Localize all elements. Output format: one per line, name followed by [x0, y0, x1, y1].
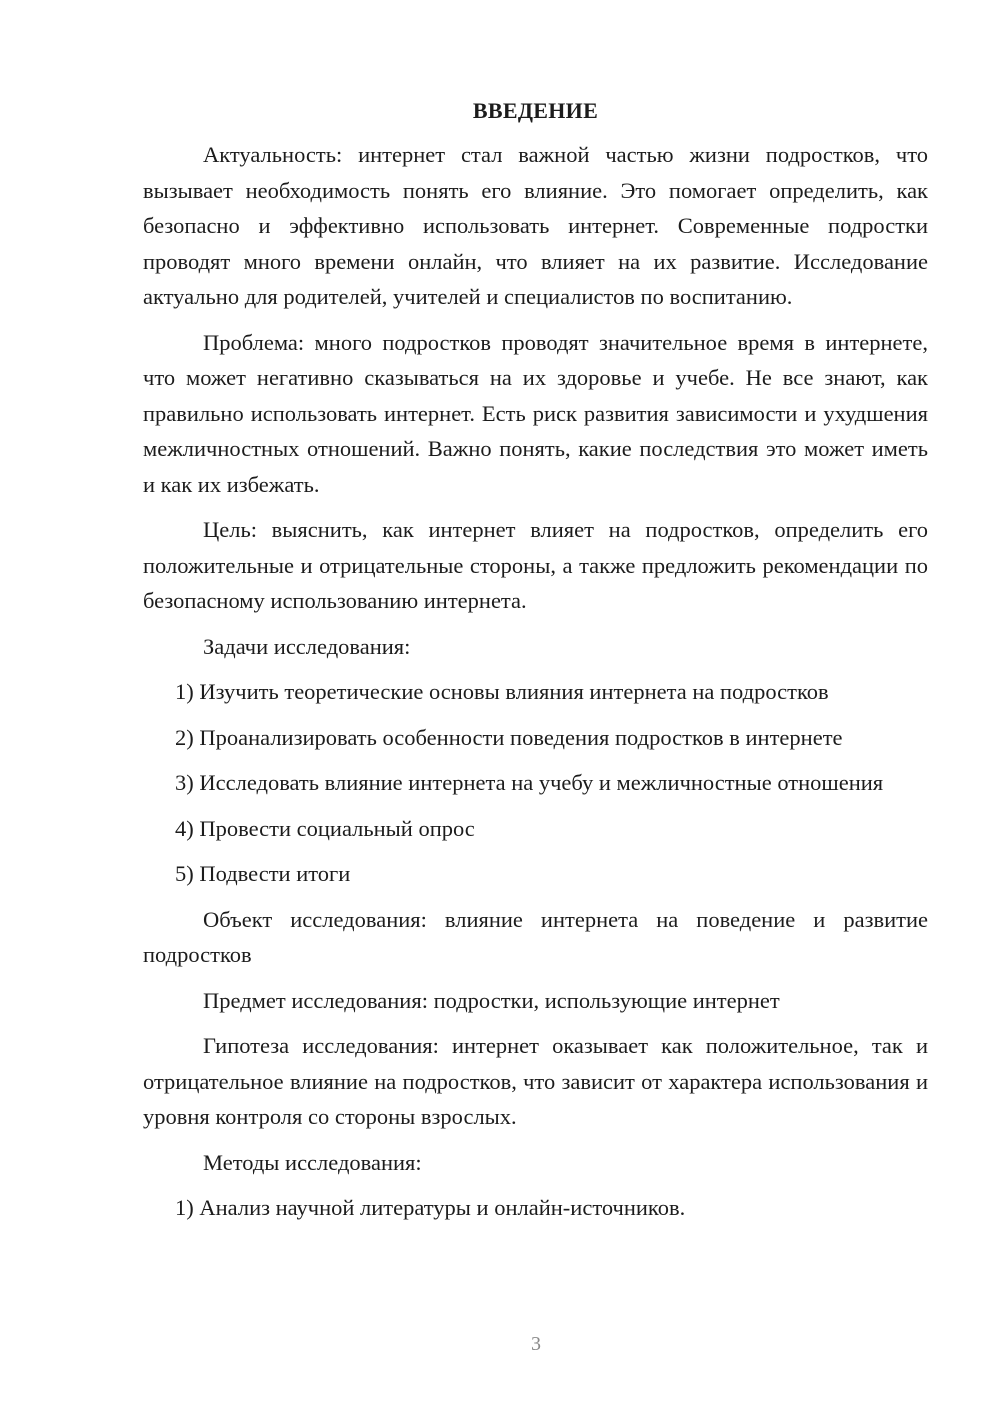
task-item-3: 3) Исследовать влияние интернета на учебу и межличностные отношения	[175, 770, 884, 795]
paragraph-subject: Предмет исследования: подростки, использующие интернет	[203, 987, 780, 1013]
methods-heading: Методы исследования:	[203, 1149, 422, 1175]
document-body	[143, 96, 928, 1236]
paragraph-hypothesis: Гипотеза исследования: интернет оказывает как положительное, так и отрицательное влияние на подростков, что зависит от характера использования и уровня контроля со стороны взрослых.	[143, 1033, 928, 1129]
paragraph-relevance: Актуальность: интернет стал важной частью жизни подростков, что вызывает необходимость понять его влияние. Это помогает определить, как безопасно и эффективно использовать интернет. Современные подростки проводят много времени онлайн, что влияет на их развитие. Исследование актуально для родителей, учителей и специалистов по воспитанию.	[143, 142, 928, 309]
paragraph-object: Объект исследования: влияние интернета на поведение и развитие подростков	[143, 906, 928, 967]
task-item-2: 2) Проанализировать особенности поведения подростков в интернете	[175, 724, 843, 750]
method-item-1: 1) Анализ научной литературы и онлайн-источников.	[175, 1195, 686, 1220]
task-item-1: 1) Изучить теоретические основы влияния интернета на подростков	[175, 679, 829, 704]
page-title: ВВЕДЕНИЕ	[472, 98, 599, 123]
task-item-5: 5) Подвести итоги	[175, 861, 351, 886]
paragraph-problem: Проблема: много подростков проводят значительное время в интернете, что может негативно сказываться на их здоровье и учебе. Не все знают, как правильно использовать интернет. Есть риск развития зависимости и ухудшения межличностных отношений. Важно понять, какие последствия это может иметь и как их избежать.	[143, 329, 928, 497]
task-item-4: 4) Провести социальный опрос	[175, 815, 475, 841]
tasks-heading: Задачи исследования:	[203, 633, 411, 659]
paragraph-goal: Цель: выяснить, как интернет влияет на подростков, определить его положительные и отрицательные стороны, а также предложить рекомендации по безопасному использованию интернета.	[143, 517, 928, 613]
page-number: 3	[531, 1333, 541, 1355]
